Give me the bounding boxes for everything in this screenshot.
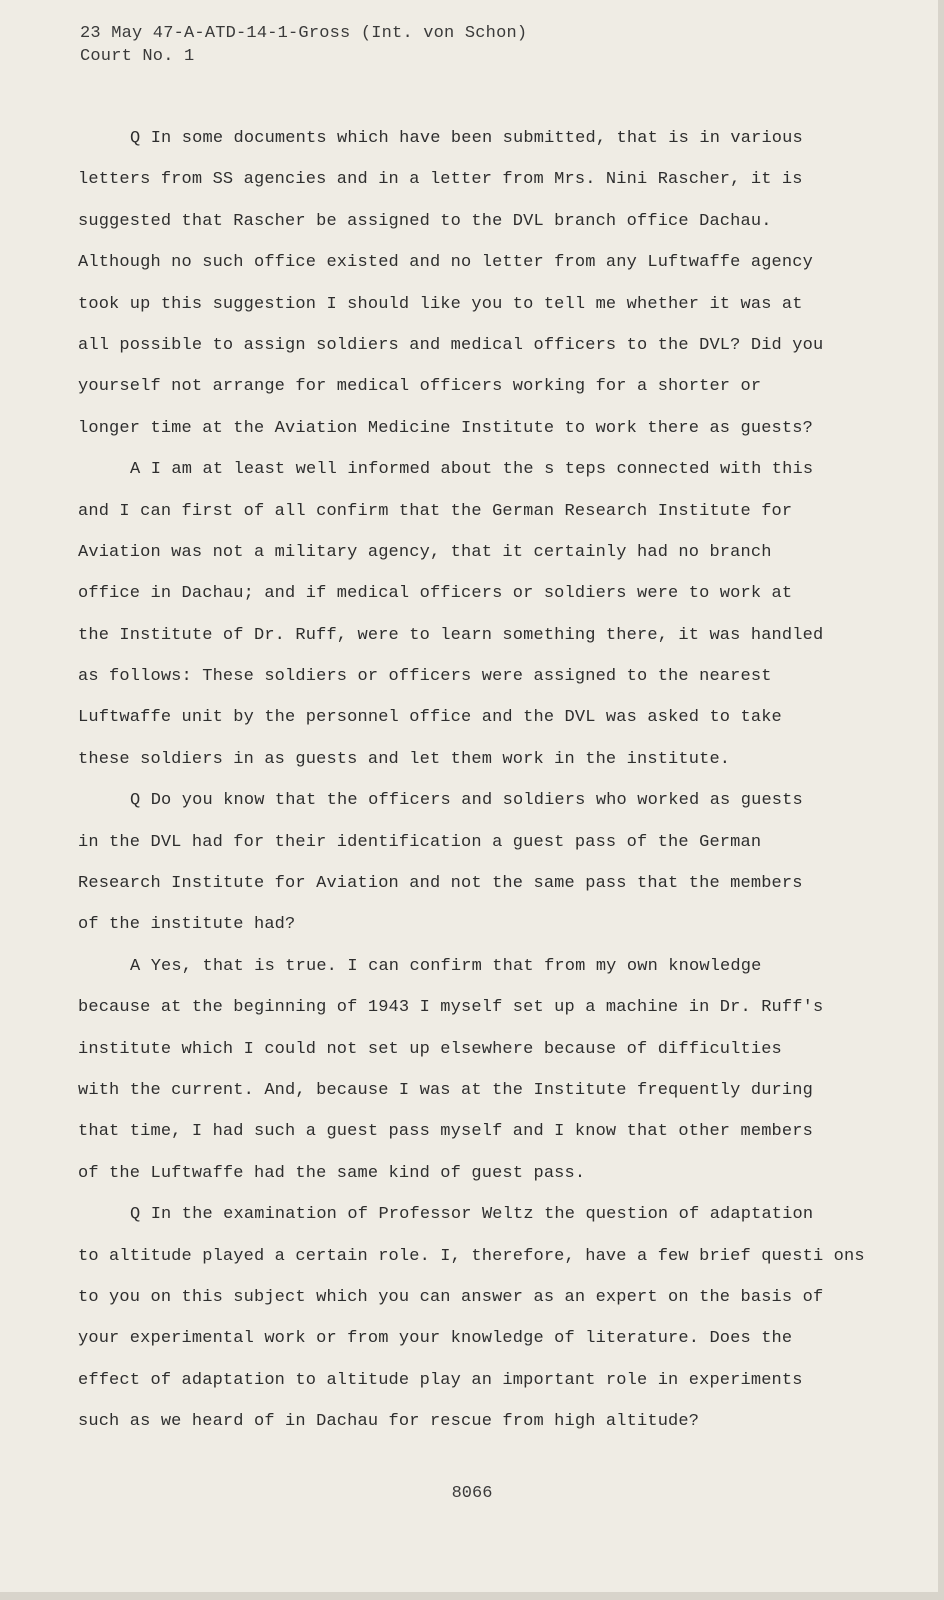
document-header [80,22,527,68]
transcript-line: these soldiers in as guests and let them work in the institute. [78,749,731,769]
transcript-line: took up this suggestion I should like you to tell me whether it was at [78,294,803,314]
page-number: 8066 [451,1484,493,1503]
transcript-line: suggested that Rascher be assigned to the DVL branch office Dachau. [78,211,772,231]
header-court-line: Court No. 1 [80,47,195,66]
transcript-line: letters from SS agencies and in a letter from Mrs. Nini Rascher, it is [78,170,803,190]
transcript-line: of the institute had? [78,915,296,935]
transcript-line: Q In some documents which have been submitted, that is in various [130,129,803,148]
transcript-line: Research Institute for Aviation and not the same pass that the members [78,874,803,894]
transcript-line: yourself not arrange for medical officers working for a shorter or [78,377,762,397]
transcript-line: because at the beginning of 1943 I myself set up a machine in Dr. Ruff's [78,998,824,1018]
transcript-body [78,118,865,1443]
transcript-line: that time, I had such a guest pass myself and I know that other members [78,1122,813,1142]
transcript-line: all possible to assign soldiers and medical officers to the DVL? Did you [78,335,824,355]
transcript-line: A I am at least well informed about the s teps connected with this [130,460,814,480]
transcript-line: A Yes, that is true. I can confirm that from my own knowledge [130,956,762,976]
transcript-line: and I can first of all confirm that the German Research Institute for [78,501,793,521]
transcript-line: longer time at the Aviation Medicine Institute to work there as guests? [78,418,813,438]
transcript-line: in the DVL had for their identification a guest pass of the German [78,832,762,852]
transcript-line: Although no such office existed and no letter from any Luftwaffe agency [78,253,813,273]
transcript-line: of the Luftwaffe had the same kind of guest pass. [78,1163,586,1183]
transcript-line: institute which I could not set up elsewhere because of difficulties [78,1039,782,1059]
transcript-line: to you on this subject which you can answer as an expert on the basis of [78,1287,824,1307]
transcript-line: Q Do you know that the officers and soldiers who worked as guests [130,791,803,811]
transcript-line: the Institute of Dr. Ruff, were to learn something there, it was handled [78,625,824,645]
transcript-line: Q In the examination of Professor Weltz the question of adaptation [130,1205,814,1225]
header-reference-line: 23 May 47-A-ATD-14-1-Gross (Int. von Schon) [80,24,528,43]
transcript-line: Luftwaffe unit by the personnel office and the DVL was asked to take [78,708,782,728]
transcript-line: office in Dachau; and if medical officers or soldiers were to work at [78,584,793,604]
transcript-line: such as we heard of in Dachau for rescue from high altitude? [78,1412,700,1432]
transcript-line: your experimental work or from your knowledge of literature. Does the [78,1329,793,1349]
transcript-line: Aviation was not a military agency, that it certainly had no branch [78,542,772,562]
transcript-line: as follows: These soldiers or officers were assigned to the nearest [78,667,772,687]
transcript-line: effect of adaptation to altitude play an important role in experiments [78,1370,803,1390]
transcript-line: to altitude played a certain role. I, therefore, have a few brief questi ons [78,1246,865,1266]
transcript-line: with the current. And, because I was at the Institute frequently during [78,1080,813,1100]
